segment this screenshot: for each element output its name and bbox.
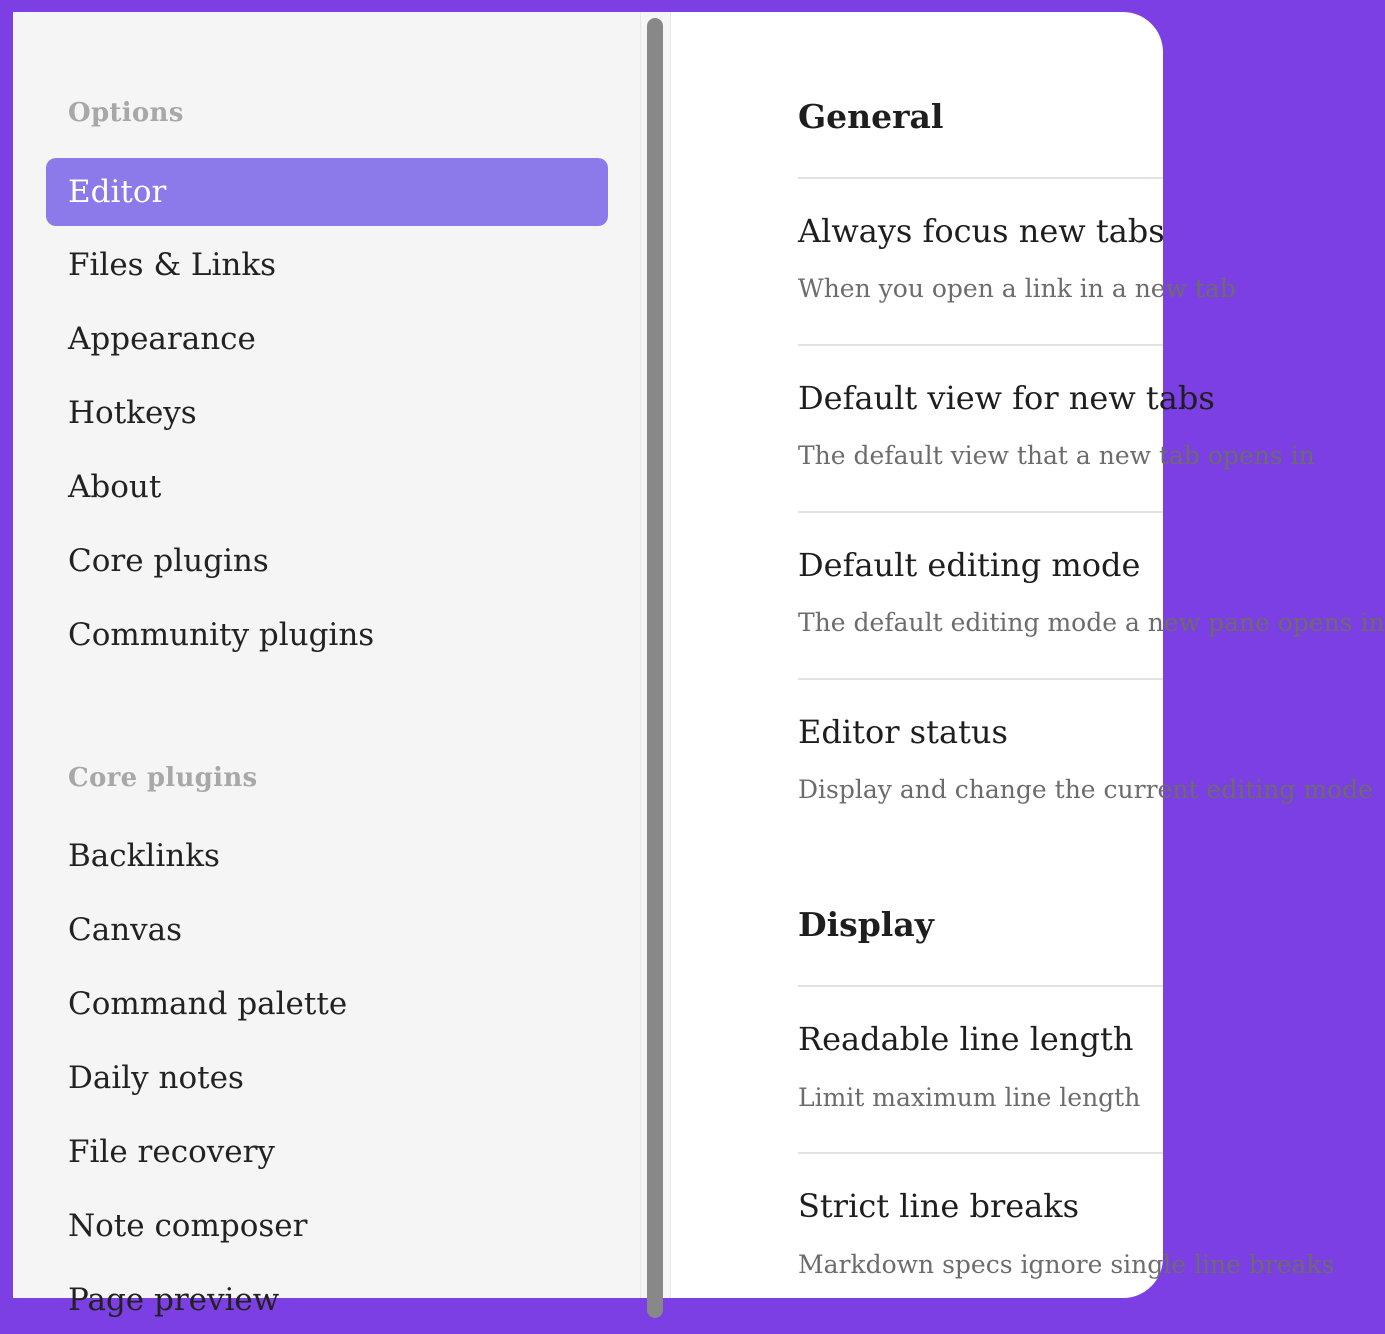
sidebar-item-about[interactable]: About (68, 469, 162, 505)
divider (798, 344, 1163, 346)
sidebar-item-appearance[interactable]: Appearance (68, 321, 256, 357)
sidebar-item-file-recovery[interactable]: File recovery (68, 1134, 275, 1170)
divider (798, 177, 1163, 179)
divider (798, 511, 1163, 513)
sidebar-item-page-preview[interactable]: Page preview (68, 1282, 280, 1318)
sidebar-item-daily-notes[interactable]: Daily notes (68, 1060, 244, 1096)
setting-readable-line-length: Readable line length (798, 1020, 1134, 1058)
settings-sidebar (13, 12, 640, 1318)
display-heading: Display (798, 905, 934, 944)
setting-description: The default view that a new tab opens in (798, 441, 1315, 470)
core-plugins-group-title: Core plugins (68, 763, 258, 793)
options-group-title: Options (68, 98, 184, 128)
setting-default-view-new-tabs: Default view for new tabs (798, 379, 1215, 417)
setting-strict-line-breaks: Strict line breaks (798, 1187, 1080, 1225)
setting-description: The default editing mode a new pane opens in (798, 608, 1385, 637)
setting-description: When you open a link in a new tab (798, 274, 1236, 303)
settings-content (671, 12, 1385, 1298)
general-heading: General (798, 97, 944, 136)
sidebar-item-hotkeys[interactable]: Hotkeys (68, 395, 197, 431)
setting-description: Markdown specs ignore single line breaks (798, 1250, 1335, 1279)
divider (798, 678, 1163, 680)
sidebar-item-community-plugins[interactable]: Community plugins (68, 617, 375, 653)
settings-window (13, 12, 1385, 1318)
sidebar-scrollbar[interactable] (647, 18, 663, 1318)
setting-description: Display and change the current editing mode (798, 775, 1373, 804)
setting-default-editing-mode: Default editing mode (798, 546, 1141, 584)
divider (798, 1152, 1163, 1154)
setting-description: Limit maximum line length (798, 1083, 1141, 1112)
sidebar-item-command-palette[interactable]: Command palette (68, 986, 348, 1022)
divider (798, 985, 1163, 987)
sidebar-item-core-plugins[interactable]: Core plugins (68, 543, 269, 579)
sidebar-item-note-composer[interactable]: Note composer (68, 1208, 308, 1244)
sidebar-item-canvas[interactable]: Canvas (68, 912, 183, 948)
sidebar-item-editor[interactable]: Editor (46, 158, 608, 226)
setting-editor-status: Editor status (798, 713, 1008, 751)
sidebar-item-files-links[interactable]: Files & Links (68, 247, 277, 283)
sidebar-item-backlinks[interactable]: Backlinks (68, 838, 220, 874)
setting-always-focus-new-tabs: Always focus new tabs (798, 212, 1165, 250)
